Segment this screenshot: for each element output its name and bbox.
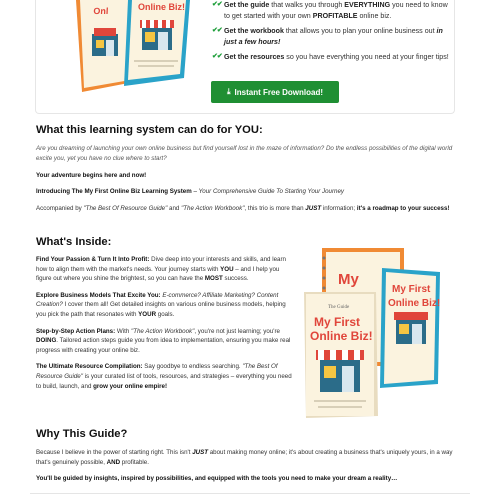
svg-text:My First: My First [392, 284, 431, 295]
feature-guide [212, 0, 452, 21]
item-em: "The Best Of Resource Guide" [36, 363, 278, 380]
feature-list [212, 0, 452, 68]
roadmap-strong: it's a roadmap to your success! [356, 205, 450, 212]
feature-text: online biz. [357, 11, 392, 20]
feature-emph: in just a few hours! [224, 27, 443, 46]
text-span: and [167, 205, 182, 212]
accompanied-line [36, 204, 466, 214]
text-span: Accompanied by [36, 205, 84, 212]
closing-strong: You'll be guided by insights, inspired by possibilities, and equipped with the tools you need to make your dream a reality… [36, 475, 398, 482]
inside-list [36, 255, 292, 398]
feature-strong: PROFITABLE [312, 11, 358, 20]
adventure-text: Your adventure begins here and now! [36, 172, 147, 179]
item-strong: DOING [36, 337, 57, 345]
feature-resources [212, 52, 452, 63]
item-lead: Find Your Passion & Turn It Into Profit: [36, 256, 150, 263]
svg-text:The Guide: The Guide [328, 305, 350, 310]
inside-item-models [36, 291, 292, 320]
and-strong: AND [106, 458, 121, 466]
text-span: about making money online; it's about creating a business that's uniquely yours, in a way that's genuinely possible, [36, 449, 453, 466]
item-lead: Step-by-Step Action Plans: [36, 327, 116, 335]
introducing-em: – Your Comprehensive Guide To Starting Your Journey [191, 188, 345, 195]
hero-book-image [72, 0, 192, 100]
feature-workbook [212, 26, 452, 47]
book-bundle-image [304, 248, 440, 418]
download-icon: ⤓ [227, 87, 231, 96]
item-strong: YOU [220, 265, 234, 273]
item-body: – and I help you figure out where you shine the brightest, so you can have the [36, 265, 280, 283]
check-icon: ✔✔ [212, 27, 222, 35]
text-span: profitable. [120, 458, 149, 466]
item-body: Dive deep into your interests and skills, and learn how to align them with the market's needs. Your journey starts with [36, 256, 286, 273]
feature-strong: EVERYTHING [344, 1, 391, 9]
feature-text: so you have everything you need at your finger tips! [284, 53, 449, 62]
intro-question: Are you dreaming of launching your own online business but find yourself lost in the maze of information? Do the endless possibilities of the digital world excite you, yet you have no clue where to start? [36, 145, 453, 162]
just-em: JUST [305, 205, 322, 212]
book-title-em: "The Best Of Resource Guide" [83, 205, 168, 212]
just-em: JUST [192, 449, 209, 456]
item-body: is your curated list of tools, resources, and strategies – everything you need to build, launch, and [36, 372, 292, 390]
closing-line [36, 474, 466, 484]
item-body: success. [222, 275, 249, 283]
introducing-line [36, 187, 466, 197]
hero-book-title: Online Biz! [138, 2, 185, 12]
item-strong: grow your online empire! [93, 382, 168, 390]
item-body: I cover them all! Get detailed insights on various online business models, helping you pick the path that resonates with [36, 301, 286, 318]
item-body: , you're not just learning; you're [194, 327, 280, 335]
svg-text:Online Biz!: Online Biz! [388, 298, 440, 309]
text-span: , this trio is more than [244, 205, 306, 212]
adventure-line [36, 171, 466, 181]
item-body: Say goodbye to endless searching. [142, 363, 243, 371]
download-button-label: Instant Free Download! [234, 87, 323, 97]
feature-text: that walks you through [269, 1, 345, 9]
item-lead: Explore Business Models That Excite You: [36, 291, 161, 299]
item-strong: MOST [204, 275, 223, 283]
svg-text:My First: My First [314, 315, 361, 329]
check-icon: ✔✔ [212, 1, 222, 8]
item-lead: The Ultimate Resource Compilation: [36, 363, 143, 371]
item-body: . Tailored action steps guide you from idea to implementation, ensuring you make real progress with creating your online biz. [36, 337, 291, 354]
inside-item-action [36, 327, 292, 356]
workbook-title: My [338, 271, 359, 288]
feature-lead: Get the resources [224, 53, 285, 62]
section-heading-inside: What's Inside: [36, 236, 112, 248]
instant-download-button[interactable] [211, 81, 339, 103]
item-em: E-commerce? Affiliate Marketing? Content Creation? [36, 291, 279, 309]
text-span: Because I believe in the power of starting right. This isn't [36, 449, 193, 456]
inside-item-passion [36, 255, 292, 284]
text-span: information; [321, 205, 357, 212]
item-strong: YOUR [138, 310, 157, 318]
introducing-strong: Introducing The My First Online Biz Learning System [36, 188, 192, 195]
section-heading-benefits: What this learning system can do for YOU: [36, 124, 263, 136]
section-heading-why: Why This Guide? [36, 428, 128, 440]
check-icon: ✔✔ [212, 53, 222, 61]
feature-text: you need to know to get started with your own [224, 1, 448, 20]
book-title-em: "The Action Workbook" [181, 205, 245, 212]
item-body: goals. [156, 310, 175, 318]
divider [30, 493, 470, 494]
why-paragraph [36, 448, 466, 467]
feature-text: that allows you to plan your online business out [283, 27, 437, 36]
inside-item-resources [36, 362, 292, 391]
feature-lead: Get the guide [224, 1, 270, 9]
feature-lead: Get the workbook [224, 27, 284, 36]
svg-text:Online Biz!: Online Biz! [310, 329, 373, 343]
item-em: "The Action Workbook" [131, 327, 195, 335]
svg-text:Onl: Onl [93, 6, 109, 16]
item-body: With [115, 327, 132, 335]
